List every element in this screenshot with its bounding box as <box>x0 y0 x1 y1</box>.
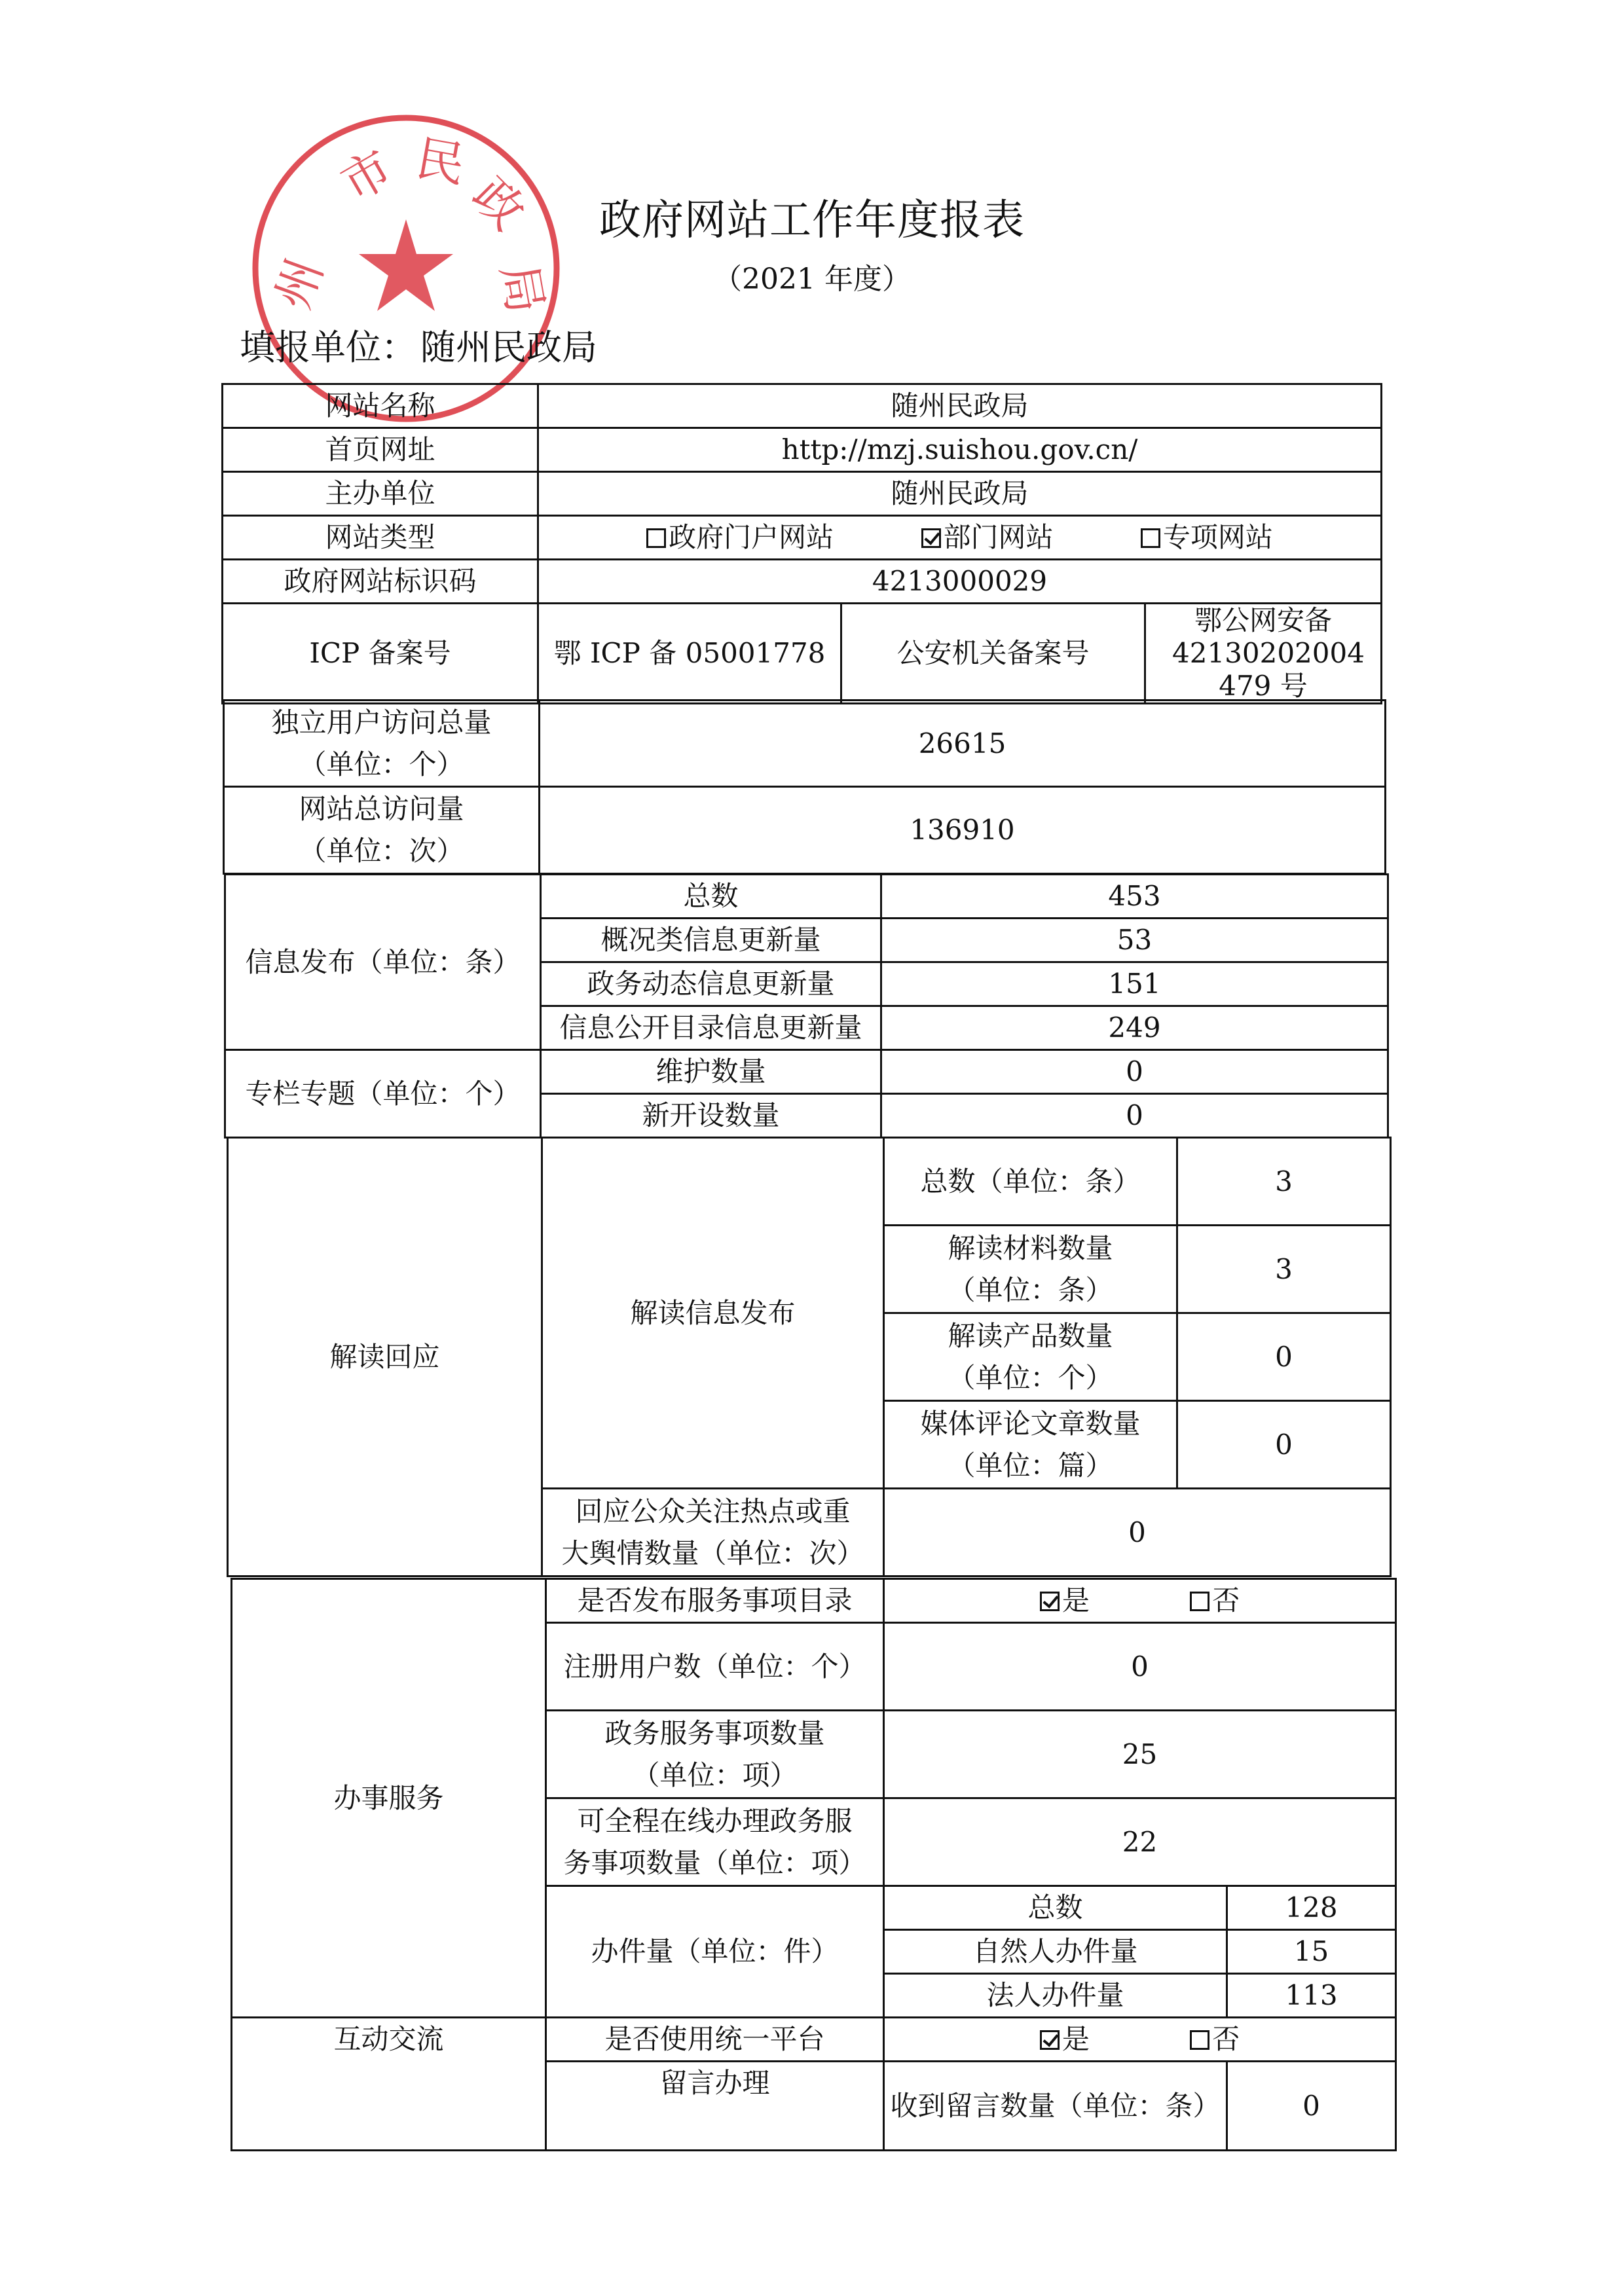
interp-total-value: 3 <box>1177 1138 1391 1226</box>
interpretation-table <box>227 1137 1392 1577</box>
handled-legal-value: 113 <box>1227 1974 1396 2018</box>
handled-legal-label: 法人办件量 <box>884 1974 1227 2018</box>
info-total-label: 总数 <box>541 875 881 919</box>
svg-text:州: 州 <box>264 251 335 317</box>
police-record-label: 公安机关备案号 <box>841 604 1145 704</box>
unified-platform-yes[interactable]: 是 <box>1040 2018 1090 2060</box>
online-services-value: 22 <box>884 1798 1396 1886</box>
service-catalog-yes[interactable]: 是 <box>1040 1580 1090 1622</box>
checkbox-checked-icon <box>1040 1592 1060 1611</box>
unified-platform-options <box>884 2018 1396 2062</box>
columns-maintained-label: 维护数量 <box>541 1050 881 1094</box>
checkbox-icon <box>1141 528 1160 548</box>
total-visits-value: 136910 <box>540 787 1386 874</box>
basic-info-table <box>221 383 1382 704</box>
svg-text:政: 政 <box>461 166 536 241</box>
service-items-label: 政务服务事项数量 （单位：项） <box>546 1711 884 1798</box>
interp-material-value: 3 <box>1177 1226 1391 1313</box>
services-label: 办事服务 <box>232 1579 546 2018</box>
interpretation-label: 解读回应 <box>228 1138 542 1576</box>
columns-maintained-value: 0 <box>881 1050 1388 1094</box>
overview-update-value: 53 <box>881 919 1388 962</box>
unique-visitors-value: 26615 <box>540 701 1386 787</box>
services-table <box>231 1578 1397 2151</box>
registered-users-value: 0 <box>884 1623 1396 1711</box>
reporting-unit-label: 填报单位： <box>240 327 416 368</box>
sponsor-value: 随州民政局 <box>538 472 1382 516</box>
received-messages-label: 收到留言数量（单位：条） <box>884 2062 1227 2151</box>
unified-platform-label: 是否使用统一平台 <box>546 2018 884 2062</box>
checkbox-icon <box>1190 2030 1209 2050</box>
svg-text:市: 市 <box>331 139 402 213</box>
interp-media-value: 0 <box>1177 1401 1391 1489</box>
overview-update-label: 概况类信息更新量 <box>541 919 881 962</box>
info-release-label: 信息发布（单位：条） <box>225 875 541 1050</box>
handled-natural-label: 自然人办件量 <box>884 1930 1227 1974</box>
interp-total-label: 总数（单位：条） <box>884 1138 1177 1226</box>
visits-table <box>223 699 1386 875</box>
interp-product-label: 解读产品数量 （单位：个） <box>884 1313 1177 1401</box>
hotspot-response-label: 回应公众关注热点或重 大舆情数量（单位：次） <box>542 1489 884 1576</box>
unified-platform-no[interactable]: 否 <box>1190 2018 1240 2060</box>
service-catalog-options <box>884 1579 1396 1623</box>
site-name-value: 随州民政局 <box>538 384 1382 428</box>
info-release-table <box>224 873 1389 1139</box>
site-type-options <box>538 516 1382 560</box>
service-catalog-label: 是否发布服务事项目录 <box>546 1579 884 1623</box>
info-total-value: 453 <box>881 875 1388 919</box>
received-messages-value: 0 <box>1227 2062 1396 2151</box>
service-items-value: 25 <box>884 1711 1396 1798</box>
svg-text:局: 局 <box>490 260 554 318</box>
registered-users-label: 注册用户数（单位：个） <box>546 1623 884 1711</box>
messages-label: 留言办理 <box>546 2062 884 2151</box>
icp-value: 鄂 ICP 备 05001778 <box>538 604 841 704</box>
interp-material-label: 解读材料数量 （单位：条） <box>884 1226 1177 1313</box>
unique-visitors-label: 独立用户访问总量 （单位：个） <box>224 701 540 787</box>
disclosure-update-value: 249 <box>881 1006 1388 1050</box>
checkbox-checked-icon <box>921 528 941 548</box>
handled-total-label: 总数 <box>884 1886 1227 1930</box>
handled-natural-value: 15 <box>1227 1930 1396 1974</box>
disclosure-update-label: 信息公开目录信息更新量 <box>541 1006 881 1050</box>
interp-product-value: 0 <box>1177 1313 1391 1401</box>
handled-cases-label: 办件量（单位：件） <box>546 1886 884 2018</box>
site-id-label: 政府网站标识码 <box>223 560 538 604</box>
checkbox-icon <box>646 528 666 548</box>
icp-label: ICP 备案号 <box>223 604 538 704</box>
reporting-unit-value: 随州民政局 <box>420 327 597 368</box>
online-services-label: 可全程在线办理政务服 务事项数量（单位：项） <box>546 1798 884 1886</box>
service-catalog-no[interactable]: 否 <box>1190 1580 1240 1622</box>
reporting-unit <box>236 319 597 370</box>
home-url-label: 首页网址 <box>223 428 538 472</box>
svg-text:民: 民 <box>411 130 470 194</box>
home-url-value: http://mzj.suishou.gov.cn/ <box>538 428 1382 472</box>
site-name-label: 网站名称 <box>223 384 538 428</box>
hotspot-response-value: 0 <box>884 1489 1391 1576</box>
sponsor-label: 主办单位 <box>223 472 538 516</box>
interaction-label: 互动交流 <box>232 2018 546 2151</box>
police-record-value: 鄂公网安备 42130202004 479 号 <box>1145 604 1382 704</box>
interp-media-label: 媒体评论文章数量 （单位：篇） <box>884 1401 1177 1489</box>
handled-total-value: 128 <box>1227 1886 1396 1930</box>
site-id-value: 4213000029 <box>538 560 1382 604</box>
checkbox-checked-icon <box>1040 2030 1060 2050</box>
news-update-label: 政务动态信息更新量 <box>541 962 881 1006</box>
total-visits-label: 网站总访问量 （单位：次） <box>224 787 540 874</box>
site-type-label: 网站类型 <box>223 516 538 560</box>
site-type-option-portal[interactable]: 政府门户网站 <box>646 517 834 558</box>
interpretation-release-label: 解读信息发布 <box>542 1138 884 1489</box>
site-type-option-special[interactable]: 专项网站 <box>1141 517 1273 558</box>
site-type-option-department[interactable]: 部门网站 <box>921 517 1054 558</box>
news-update-value: 151 <box>881 962 1388 1006</box>
columns-new-value: 0 <box>881 1094 1388 1138</box>
checkbox-icon <box>1190 1592 1209 1611</box>
columns-new-label: 新开设数量 <box>541 1094 881 1138</box>
report-year: （2021 年度） <box>713 263 911 296</box>
columns-label: 专栏专题（单位：个） <box>225 1050 541 1138</box>
page-title: 政府网站工作年度报表 <box>599 196 1025 245</box>
